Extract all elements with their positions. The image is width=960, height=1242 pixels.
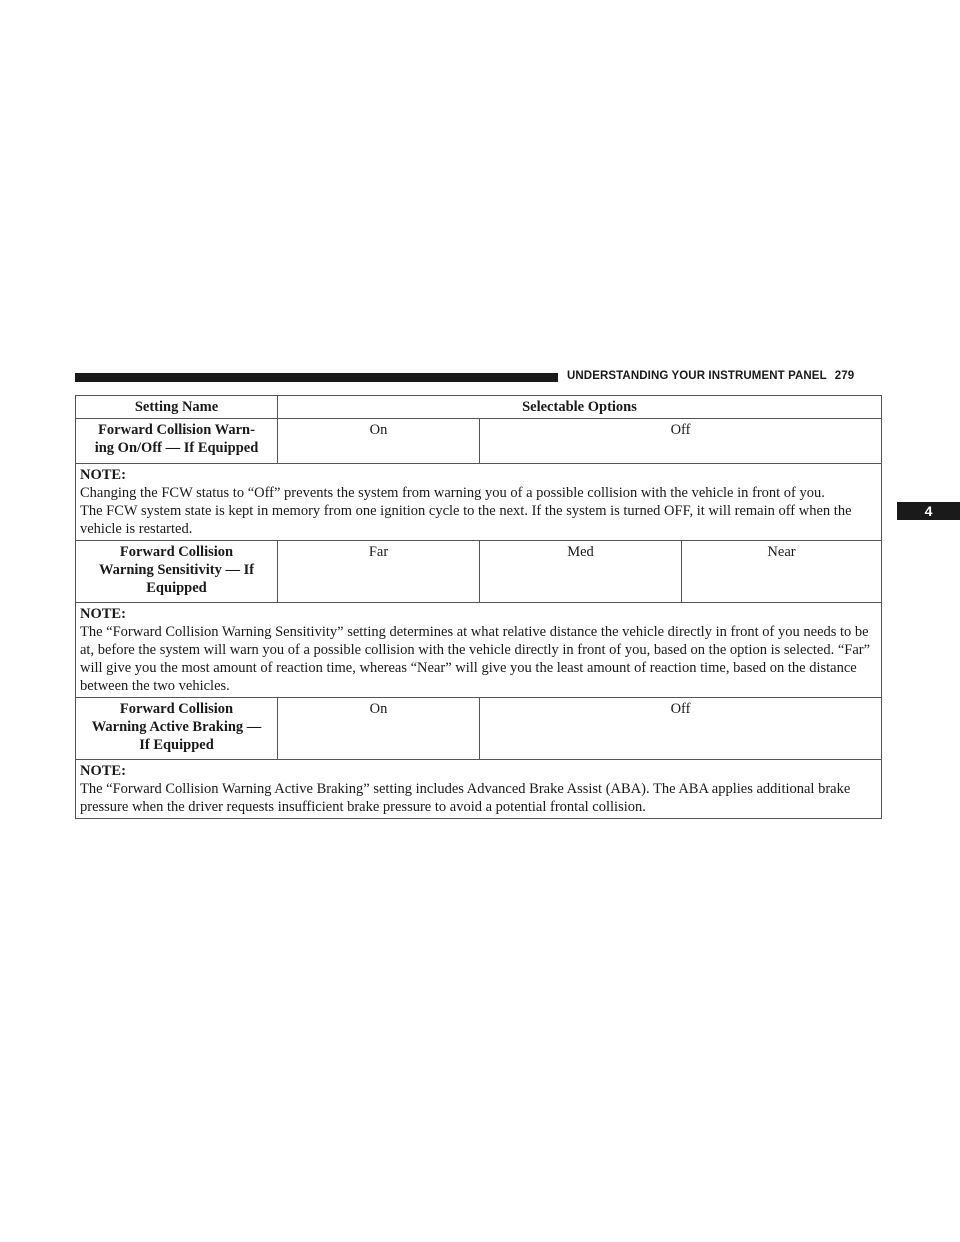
table-row-note [76,603,882,698]
note-label: NOTE: [80,606,126,622]
setting-name-line: Warning Sensitivity — If [98,562,255,578]
setting-name-line: Warning Active Braking — [91,719,262,735]
setting-name-line: If Equipped [139,737,214,753]
column-header-setting-name: Setting Name [76,396,278,419]
setting-name-cell [76,541,278,603]
note-label: NOTE: [80,763,126,779]
setting-name-line: ing On/Off — If Equipped [94,440,259,456]
option-far: Far [278,541,480,603]
setting-name-line: Forward Collision [119,701,234,717]
option-on: On [278,698,480,760]
table-row-note [76,464,882,541]
setting-name-cell [76,698,278,760]
table-header-row [76,396,882,419]
note-text: The “Forward Collision Warning Active Braking” setting includes Advanced Brake Assist (ABA). The ABA applies additional brake pressure when the driver requests insufficient brake pressure to avoid a potential frontal collision. [80,781,851,815]
table-row-fcw-sensitivity [76,541,882,603]
table-row-note [76,760,882,819]
note-cell [76,464,882,541]
setting-name-line: Forward Collision [119,544,234,560]
note-text: The FCW system state is kept in memory from one ignition cycle to the next. If the system is turned OFF, it will remain off when the vehicle is restarted. [80,503,852,537]
header-rule [75,373,558,382]
setting-name-cell [76,419,278,464]
note-text: The “Forward Collision Warning Sensitivity” setting determines at what relative distance the vehicle directly in front of you needs to be at, before the system will warn you of a possible collision with the vehicle directly in front of you, based on the option is selected. “Far” will give you the most amount of reaction time, whereas “Near” will give you the least amount of reaction time, based on the distance between the two vehicles. [80,624,871,694]
note-text: Changing the FCW status to “Off” prevents the system from warning you of a possible collision with the vehicle in front of you. [80,485,825,501]
option-med: Med [480,541,682,603]
column-header-selectable-options: Selectable Options [278,396,882,419]
running-header [567,370,854,382]
setting-name-line: Equipped [146,580,207,596]
option-on: On [278,419,480,464]
note-label: NOTE: [80,467,126,483]
option-off: Off [480,698,882,760]
note-cell [76,603,882,698]
section-title: UNDERSTANDING YOUR INSTRUMENT PANEL [567,370,827,382]
note-cell [76,760,882,819]
table-row-fcw-on-off [76,419,882,464]
option-off: Off [480,419,882,464]
page-number: 279 [834,370,855,382]
option-near: Near [682,541,882,603]
table-row-fcw-active-braking [76,698,882,760]
settings-table [75,395,882,819]
setting-name-line: Forward Collision Warn- [98,422,255,438]
chapter-tab[interactable]: 4 [897,502,960,520]
